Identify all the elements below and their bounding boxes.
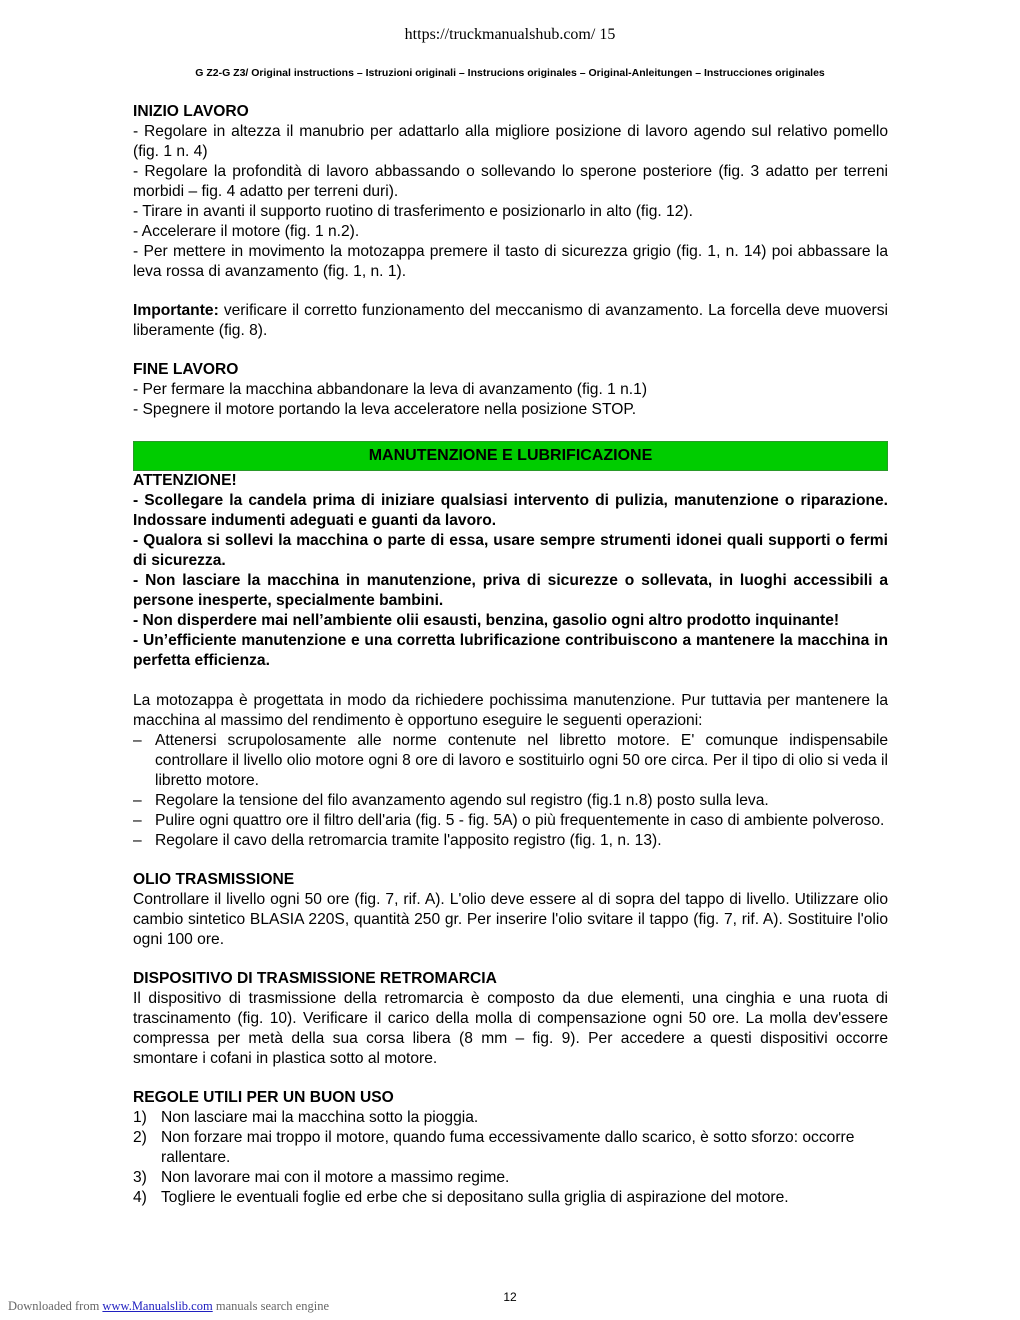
section-heading-regole: REGOLE UTILI PER UN BUON USO [133,1089,394,1106]
list-item-text: Regolare il cavo della retromarcia tramite l'apposito registro (fig. 1, n. 13). [155,832,662,849]
manutenzione-intro: La motozappa è progettata in modo da richiedere pochissima manutenzione. Pur tuttavia per mantenere la macchina al massimo del rendimento è opportuno eseguire le seguenti operazioni: [133,692,888,729]
dispositivo-paragraph: Il dispositivo di trasmissione della retromarcia è composto da due elementi, una cinghia e una ruota di trascinamento (fig. 10). Verificare il carico della molla di compensazione ogni 50 ore. La molla dev'essere compressa per metà della sua corsa libera (8 mm – fig. 9). Per accedere a questi dispositivi occorre smontare i cofani in plastica sotto al motore. [133,990,888,1067]
list-number: 3) [133,1169,147,1186]
fine-line: - Per fermare la macchina abbandonare la leva di avanzamento (fig. 1 n.1) [133,381,648,398]
list-item [133,1188,888,1208]
importante-paragraph [133,301,888,341]
footer-prefix: Downloaded from [8,1299,103,1313]
list-item [133,1168,888,1188]
manualslib-link[interactable]: www.Manualslib.com [102,1299,213,1313]
inizio-line: - Tirare in avanti il supporto ruotino di trasferimento e posizionarlo in alto (fig. 12). [133,203,693,220]
dash-bullet: – [133,832,142,849]
attenzione-line: - Non disperdere mai nell’ambiente olii esausti, benzina, gasolio ogni altro prodotto inquinante! [133,612,840,629]
inizio-line: - Regolare in altezza il manubrio per adattarlo alla migliore posizione di lavoro agendo sul relativo pomello (fig. 1 n. 4) [133,123,888,160]
list-number: 4) [133,1189,147,1206]
list-item [133,831,888,851]
site-url: https://truckmanualshub.com/ 15 [404,26,616,43]
list-item-text: Pulire ogni quattro ore il filtro dell'aria (fig. 5 - fig. 5A) o più frequentemente in caso di ambiente polveroso. [155,812,885,829]
dash-bullet: – [133,792,142,809]
importante-text: verificare il corretto funzionamento del meccanismo di avanzamento. La forcella deve muoversi liberamente (fig. 8). [133,302,888,339]
attenzione-line: - Non lasciare la macchina in manutenzione, priva di sicurezze o sollevata, in luoghi accessibili a persone inesperte, specialmente bambini. [133,572,888,609]
inizio-line: - Regolare la profondità di lavoro abbassando o sollevando lo sperone posteriore (fig. 3 adatto per terreni morbidi – fig. 4 adatto per terreni duri). [133,163,888,200]
list-item-text: Non forzare mai troppo il motore, quando fuma eccessivamente dallo scarico, è sotto sforzo: occorre rallentare. [161,1129,855,1166]
attenzione-line: - Qualora si sollevi la macchina o parte di essa, usare sempre strumenti idonei quali supporti o fermi di sicurezza. [133,532,888,569]
list-item-text: Non lasciare mai la macchina sotto la pioggia. [161,1109,479,1126]
page-content [133,102,888,1208]
list-number: 1) [133,1109,147,1126]
inizio-line: - Accelerare il motore (fig. 1 n.2). [133,223,360,240]
list-item-text: Regolare la tensione del filo avanzamento agendo sul registro (fig.1 n.8) posto sulla leva. [155,792,769,809]
dash-bullet: – [133,732,142,749]
list-item-text: Attenersi scrupolosamente alle norme contenute nel libretto motore. E' comunque indispensabile controllare il livello olio motore ogni 8 ore di lavoro e sostituirlo ogni 50 ore circa. Per il tipo di olio si veda il libretto motore. [155,732,888,789]
attenzione-line: - Un’efficiente manutenzione e una corretta lubrificazione contribuiscono a mantenere la macchina in perfetta efficienza. [133,632,888,669]
list-item-text: Togliere le eventuali foglie ed erbe che si depositano sulla griglia di aspirazione del motore. [161,1189,789,1206]
list-item [133,811,888,831]
section-heading-olio: OLIO TRASMISSIONE [133,871,295,888]
list-item [133,731,888,791]
dash-bullet: – [133,812,142,829]
list-item [133,1108,888,1128]
list-item-text: Non lavorare mai con il motore a massimo regime. [161,1169,510,1186]
footer-suffix: manuals search engine [212,1299,329,1313]
section-heading-dispositivo: DISPOSITIVO DI TRASMISSIONE RETROMARCIA [133,970,497,987]
olio-paragraph: Controllare il livello ogni 50 ore (fig. 7, rif. A). L'olio deve essere al di sopra del tappo di livello. Utilizzare olio cambio sintetico BLASIA 220S, quantità 250 gr. Per inserire l'olio svitare il tappo (fig. 7, rif. A). Sostituire l'olio ogni 100 ore. [133,891,888,948]
download-footer [8,1299,329,1314]
section-heading-inizio: INIZIO LAVORO [133,103,249,120]
inizio-line: - Per mettere in movimento la motozappa premere il tasto di sicurezza grigio (fig. 1, n. 14) poi abbassare la leva rossa di avanzamento (fig. 1, n. 1). [133,243,888,280]
list-number: 2) [133,1129,147,1146]
attenzione-line: - Scollegare la candela prima di iniziare qualsiasi intervento di pulizia, manutenzione o riparazione. Indossare indumenti adeguati e guanti da lavoro. [133,492,888,529]
list-item [133,791,888,811]
section-title-bar: MANUTENZIONE E LUBRIFICAZIONE [133,441,888,471]
fine-line: - Spegnere il motore portando la leva acceleratore nella posizione STOP. [133,401,637,418]
attenzione-heading: ATTENZIONE! [133,472,237,489]
page-number: 12 [503,1290,517,1304]
list-item [133,1128,888,1168]
section-heading-fine: FINE LAVORO [133,361,239,378]
importante-label: Importante: [133,302,219,319]
document-header: G Z2-G Z3/ Original instructions – Istruzioni originali – Instrucions originales – Original-Anleitungen – Instrucciones originales [195,67,825,79]
